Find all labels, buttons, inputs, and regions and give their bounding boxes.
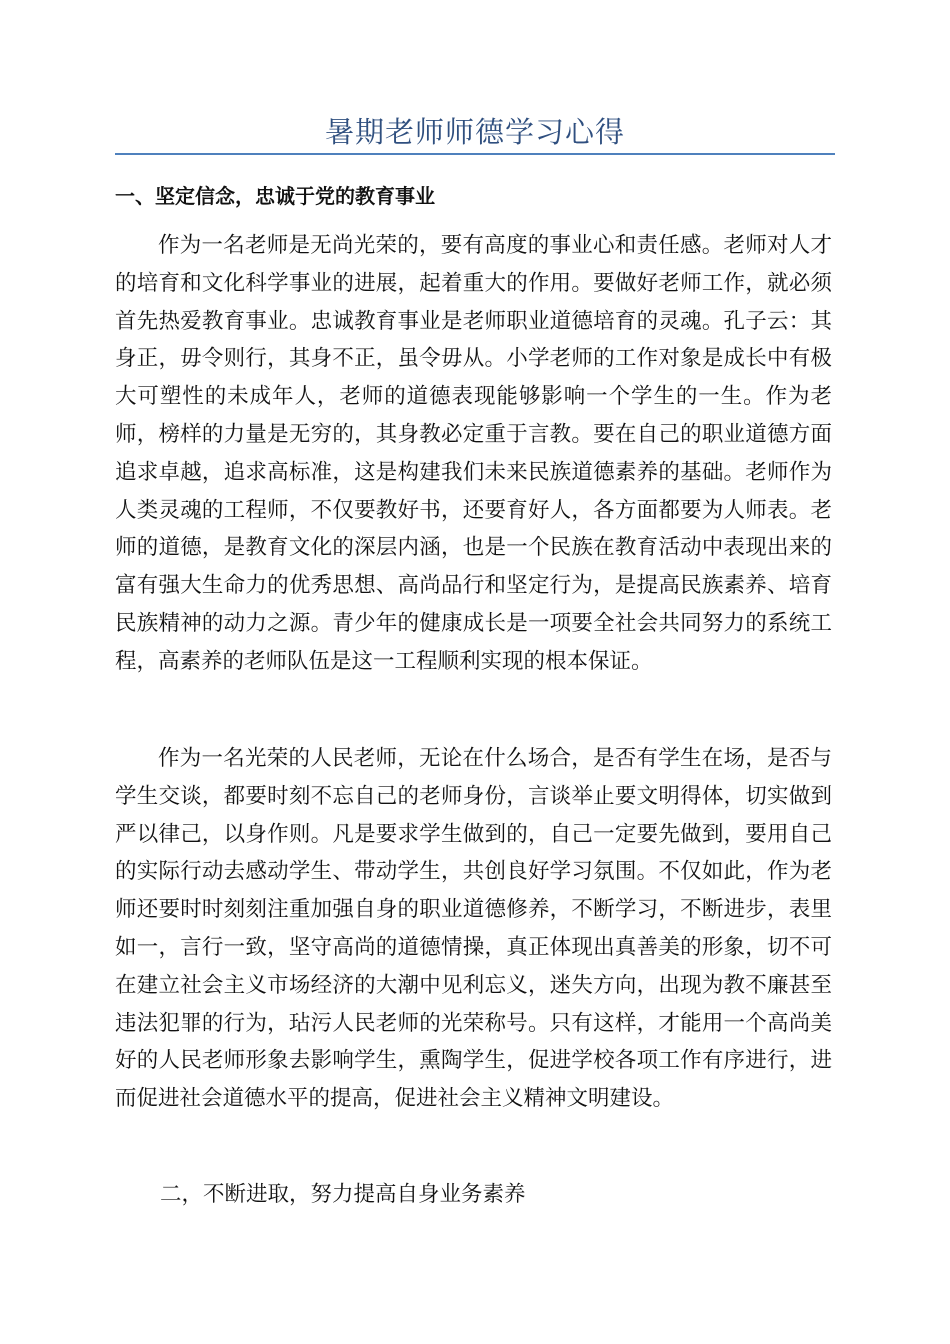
body-paragraph-2: 作为一名光荣的人民老师，无论在什么场合，是否有学生在场，是否与学生交谈，都要时刻不忘自己的老师身份，言谈举止要文明得体，切实做到严以律己，以身作则。凡是要求学生做到的，自己一定要先做到，要用自己的实际行动去感动学生、带动学生，共创良好学习氛围。不仅如此，作为老师还要时时刻刻注重加强自身的职业道德修养，不断学习，不断进步，表里如一，言行一致，坚守高尚的道德情操，真正体现出真善美的形象，切不可在建立社会主义市场经济的大潮中见利忘义，迷失方向，出现为教不廉甚至违法犯罪的行为，玷污人民老师的光荣称号。只有这样，才能用一个高尚美好的人民老师形象去影响学生，熏陶学生，促进学校各项工作有序进行，进而促进社会道德水平的提高，促进社会主义精神文明建设。 (115, 746, 832, 1112)
document-title: 暑期老师师德学习心得 (324, 115, 625, 149)
body-paragraph-1: 作为一名老师是无尚光荣的，要有高度的事业心和责任感。老师对人才的培育和文化科学事业的进展，起着重大的作用。要做好老师工作，就必须首先热爱教育事业。忠诚教育事业是老师职业道德培育的灵魂。孔子云：其身正，毋令则行，其身不正，虽令毋从。小学老师的工作对象是成长中有极大可塑性的未成年人，老师的道德表现能够影响一个学生的一生。作为老师，榜样的力量是无穷的，其身教必定重于言教。要在自己的职业道德方面追求卓越，追求高标准，这是构建我们未来民族道德素养的基础。老师作为人类灵魂的工程师，不仅要教好书，还要育好人，各方面都要为人师表。老师的道德，是教育文化的深层内涵，也是一个民族在教育活动中表现出来的富有强大生命力的优秀思想、高尚品行和坚定行为，是提高民族素养、培育民族精神的动力之源。青少年的健康成长是一项要全社会共同努力的系统工程，高素养的老师队伍是这一工程顺利实现的根本保证。 (115, 233, 832, 674)
section-heading-1: 一、坚定信念，忠诚于党的教育事业 (115, 184, 435, 208)
section-heading-2: 二，不断进取，努力提高自身业务素养 (160, 1182, 526, 1207)
title-underline-divider (115, 153, 835, 155)
